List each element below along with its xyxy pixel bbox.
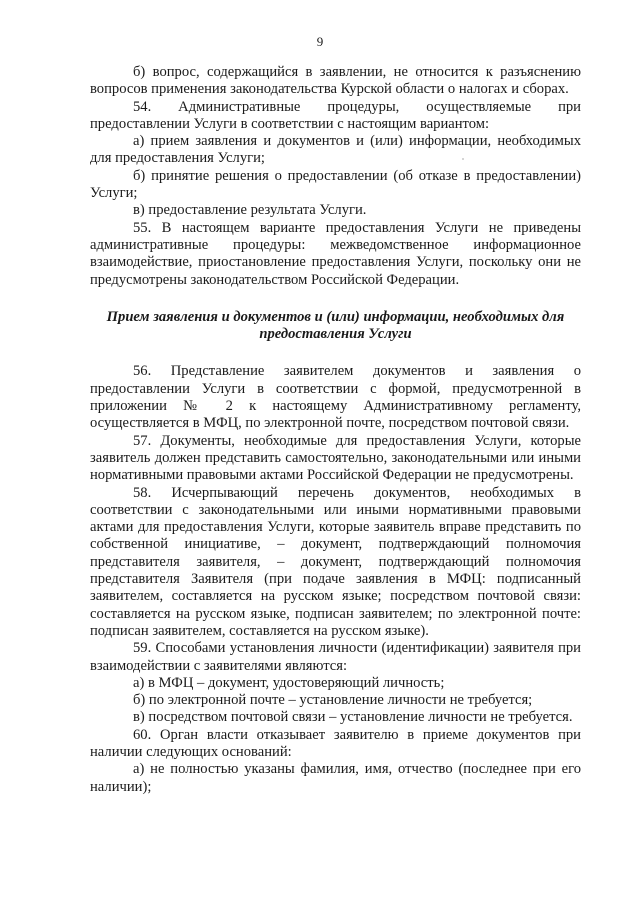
paragraph-59: 59. Способами установления личности (идентификации) заявителя при взаимодействии с заявителями являются:: [90, 640, 581, 674]
paragraph-57: 57. Документы, необходимые для предоставления Услуги, которые заявитель должен представить самостоятельно, законодательными или иными нормативными правовыми актами Российской Федерации не предусмотрены.: [90, 432, 581, 484]
paragraph-59b: б) по электронной почте – установление личности не требуется;: [133, 692, 533, 709]
section-heading: Прием заявления и документов и (или) информации, необходимых для предоставления Услуги: [106, 308, 565, 343]
paragraph-54v: в) предоставление результата Услуги.: [133, 202, 367, 219]
paragraph-60a: а) не полностью указаны фамилия, имя, отчество (последнее при его наличии);: [90, 761, 581, 795]
paragraph-55: 55. В настоящем варианте предоставления Услуги не приведены административные процедуры: межведомственное информационное взаимодействие, приостановление предоставления Услуги, поскольку они не предусмотрены законодательством Российской Федерации.: [90, 219, 581, 288]
paragraph-56: 56. Представление заявителем документов и заявления о предоставлении Услуги в соответствии с формой, предусмотренной в приложении № 2 к настоящему Административному регламенту, осуществляется в МФЦ, по электронной почте, посредством почтовой связи.: [90, 363, 581, 432]
page-number: 9: [316, 34, 324, 49]
paragraph-53b: б) вопрос, содержащийся в заявлении, не относится к разъяснению вопросов применения законодательства Курской области о налогах и сборах.: [90, 64, 581, 98]
paragraph-59a: а) в МФЦ – документ, удостоверяющий личность;: [133, 674, 445, 691]
paragraph-54a: а) прием заявления и документов и (или) информации, необходимых для предоставления Услуги;: [90, 133, 581, 167]
paragraph-60: 60. Орган власти отказывает заявителю в приеме документов при наличии следующих оснований:: [90, 726, 581, 760]
document-body: [90, 64, 581, 796]
paragraph-59v: в) посредством почтовой связи – установление личности не требуется.: [133, 709, 573, 726]
paragraph-58: 58. Исчерпывающий перечень документов, необходимых в соответствии с законодательными или иными нормативными правовыми актами для предоставления Услуги, которые заявитель вправе представить по собственной инициативе, – документ, подтверждающий полномочия представителя заявителя, – документ, подтверждающий полномочия представителя Заявителя (при подаче заявления в МФЦ: подписанный заявителем, составляется на русском языке; посредством почтовой связи: составляется на русском языке, подписан заявителем; по электронной почте: подписан заявителем, составляется на русском языке).: [90, 484, 581, 639]
paragraph-54: 54. Административные процедуры, осуществляемые при предоставлении Услуги в соответствии с настоящим вариантом:: [90, 98, 581, 132]
paragraph-54b: б) принятие решения о предоставлении (об отказе в предоставлении) Услуги;: [90, 167, 581, 202]
scan-speck: [462, 158, 464, 160]
